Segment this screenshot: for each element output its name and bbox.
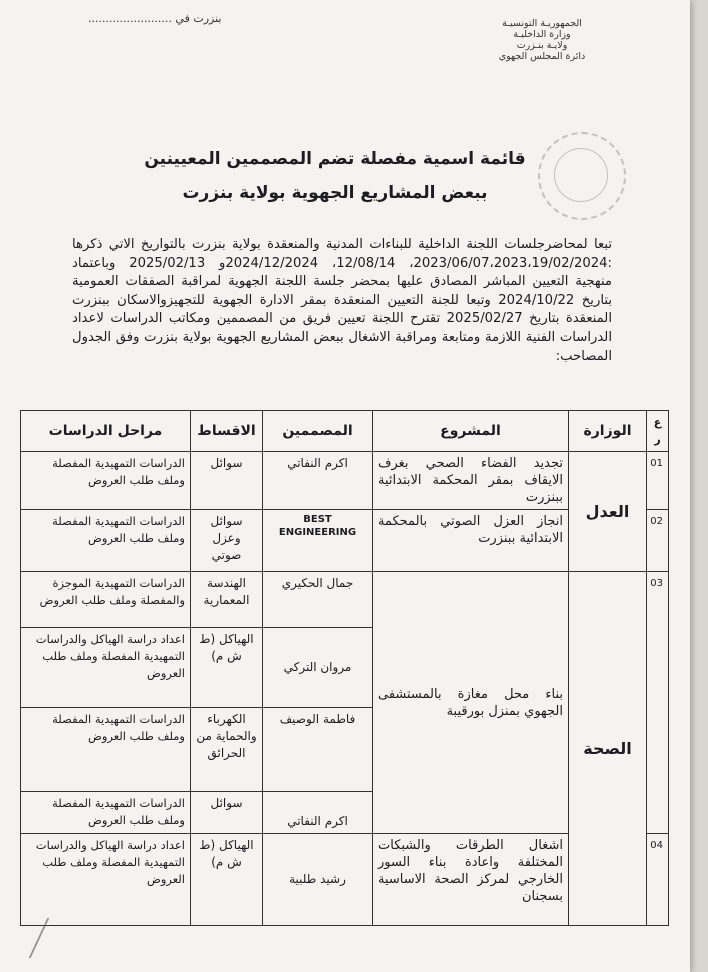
place-date-line: بنزرت في ........................: [88, 12, 222, 25]
header-num: ع ر: [647, 411, 669, 452]
designer-cell: اكرم النفاتي: [263, 452, 373, 510]
project-cell: بناء محل مغازة بالمستشفى الجهوي بمنزل بورقيبة: [373, 572, 569, 834]
title-line-1: قائمة اسمية مفصلة تضم المصممين المعيينين: [144, 149, 526, 169]
lot-cell: سوائل وعزل صوتي: [191, 510, 263, 572]
authority-line: الجمهوريـة التونسيـة: [502, 18, 582, 29]
row-number: 02: [647, 510, 669, 572]
phase-cell: الدراسات التمهيدية الموجزة والمفصلة وملف طلب العروض: [21, 572, 191, 628]
phase-cell: الدراسات التمهيدية المفصلة وملف طلب العروض: [21, 452, 191, 510]
lot-cell: الهياكل (ط ش م): [191, 628, 263, 708]
header-designers: المصممين: [263, 411, 373, 452]
phase-cell: الدراسات التمهيدية المفصلة وملف طلب العروض: [21, 792, 191, 834]
designer-cell: جمال الحكيري: [263, 572, 373, 628]
table-row: [21, 452, 669, 510]
issuing-authority: [482, 18, 602, 62]
header-ministry: الوزارة: [569, 411, 647, 452]
lot-cell: الكهرباء والحماية من الحرائق: [191, 708, 263, 792]
header-project: المشروع: [373, 411, 569, 452]
row-number: 03: [647, 572, 669, 834]
lot-cell: الهندسة المعمارية: [191, 572, 263, 628]
project-cell: اشغال الطرقات والشبكات المختلفة واعادة بناء السور الخارجي لمركز الصحة الاساسية بسجنان: [373, 834, 569, 926]
phase-cell: اعداد دراسة الهياكل والدراسات التمهيدية المفصلة وملف طلب العروض: [21, 834, 191, 926]
authority-line: ولايـة بنـزرت: [516, 40, 568, 51]
designer-cell: اكرم النفاتي: [263, 792, 373, 834]
phase-cell: اعداد دراسة الهياكل والدراسات التمهيدية المفصلة وملف طلب العروض: [21, 628, 191, 708]
document-title: [120, 142, 550, 210]
phase-cell: الدراسات التمهيدية المفصلة وملف طلب العروض: [21, 708, 191, 792]
header-phases: مراحل الدراسات: [21, 411, 191, 452]
designer-cell: مروان التركي: [263, 628, 373, 708]
designer-cell: فاطمة الوصيف: [263, 708, 373, 792]
lot-cell: سوائل: [191, 792, 263, 834]
official-stamp: [538, 132, 626, 220]
authority-line: دائرة المجلس الجهوي: [498, 51, 586, 62]
project-cell: انجاز العزل الصوتي بالمحكمة الابتدائية ببنزرت: [373, 510, 569, 572]
intro-paragraph: تبعا لمحاضرجلسات اللجنة الداخلية للبناءات المدنية والمنعقدة بولاية بنزرت بالتواريخ الاتي ذكرها :2023/06/07،2023،19/02/2024، 12/08/14، 2024/12/2024و 2025/02/13 وباعتماد منهجية التعيين المباشر المصادق عليها بمحضر جلسة اللجنة الجهوية لمراقبة الصفقات العمومية بتاريخ 2024/10/22 وتبعا للجنة التعيين المنعقدة بمقر الادارة الجهوية للتجهيزوالاسكان ببنزرت المنعقدة بتاريخ 2025/02/27 تقترح اللجنة تعيين فريق من المصممين ومكاتب الدراسات لاعداد الدراسات الفنية اللازمة ومتابعة ومراقبة الاشغال ببعض المشاريع الجهوية بولاية بنزرت وفق الجدول المصاحب:: [72, 237, 612, 364]
phase-cell: الدراسات التمهيدية المفصلة وملف طلب العروض: [21, 510, 191, 572]
table-row: [21, 572, 669, 628]
ministry-cell: الصحة: [569, 572, 647, 926]
designers-table: [20, 410, 669, 926]
title-line-2: ببعض المشاريع الجهوية بولاية بنزرت: [182, 183, 488, 203]
ministry-cell: العدل: [569, 452, 647, 572]
row-number: 01: [647, 452, 669, 510]
header-lots: الاقساط: [191, 411, 263, 452]
designer-cell: BEST ENGINEERING: [278, 514, 357, 538]
lot-cell: الهياكل (ط ش م): [191, 834, 263, 926]
lot-cell: سوائل: [191, 452, 263, 510]
designer-cell: رشيد طلبية: [263, 834, 373, 926]
table-header-row: [21, 411, 669, 452]
row-number: 04: [647, 834, 669, 926]
project-cell: تجديد الفضاء الصحي بغرف الايقاف بمقر المحكمة الابتدائية ببنزرت: [373, 452, 569, 510]
authority-line: وزارة الداخليـة: [513, 29, 571, 40]
